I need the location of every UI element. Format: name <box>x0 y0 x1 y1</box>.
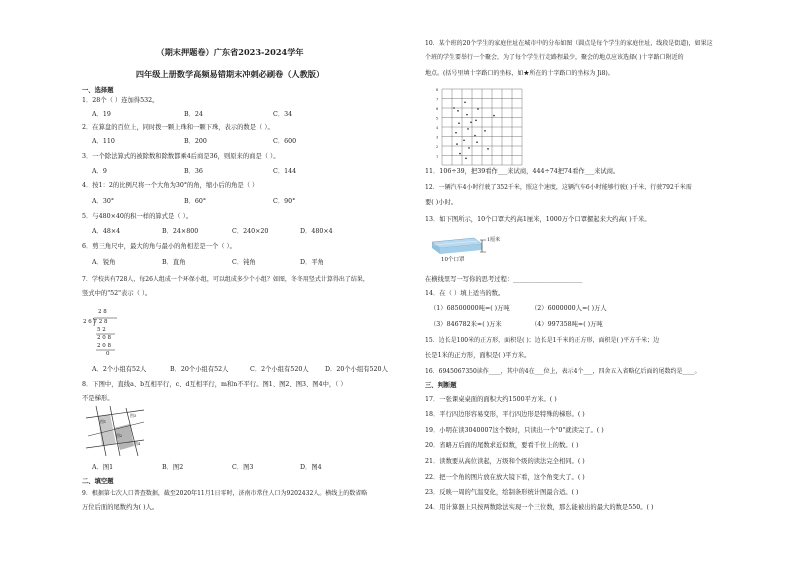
question-24: 24．用计算器上只按两数除法实现一个三位数，那么能被出的最大的数是550。( ) <box>425 504 654 511</box>
student-home-dot <box>476 141 478 143</box>
student-home-dot <box>487 148 489 150</box>
q4-option-c: C．90° <box>273 198 296 205</box>
student-home-dot <box>477 108 479 110</box>
q14-item-1: （1）68500000吨=( )万吨 <box>430 305 510 312</box>
question-5: 5．与480×40的积一样的算式是（ ）。 <box>82 213 193 220</box>
q6-option-b: B．直角 <box>162 259 186 266</box>
student-home-dot <box>465 158 467 160</box>
q7-option-b: B．20个小组有52人 <box>170 366 229 373</box>
student-home-dot <box>474 135 476 137</box>
student-home-dot <box>470 121 472 123</box>
q8-option-d: D．图4 <box>300 464 322 471</box>
question-16: 16．6945067350读作____，其中的4在___位上，表示4个___，四舍五入省略亿后面的尾数约是____。 <box>425 368 701 375</box>
q1-option-b: B．24 <box>184 111 203 118</box>
question-22: 22．把一个角的图片放在放大镜下看，这个角变大了。( ) <box>425 474 585 481</box>
division-step-208a: 2 0 8 <box>97 335 111 341</box>
student-home-dot <box>484 130 486 132</box>
question-20: 20．省略万后面的尾数求近似数，要看千位上的数。( ) <box>425 442 579 449</box>
q5-option-c: C．240×20 <box>232 228 269 235</box>
division-lines <box>85 314 125 364</box>
question-12-line-2: 要( )小时。 <box>425 199 458 206</box>
grid-y-label: 8 <box>436 88 439 92</box>
q4-option-b: B．60° <box>184 198 207 205</box>
q8-option-a: A．图1 <box>92 464 114 471</box>
title-line-2: 四年级上册数学高频易错期末冲刺必刷卷（人教版） <box>135 69 325 79</box>
grid-y-label: 7 <box>436 97 439 102</box>
student-home-dot <box>466 114 468 116</box>
q6-option-a: A．锐角 <box>92 259 116 266</box>
division-step-208b: 2 0 8 <box>97 343 111 349</box>
student-home-dot <box>458 122 460 124</box>
q14-item-2: （2）6000000人=( )万人 <box>531 305 607 312</box>
question-7-line-1: 7．学校共有728人，每26人组成一个环保小组，可以组成多少个小组？如图，冬冬用竖式计算得出了结果， <box>82 276 369 283</box>
question-23: 23．反映一周的气温变化，绘制条形统计图最合适。( ) <box>425 489 579 496</box>
fig-label-2: 图2 <box>116 433 123 438</box>
question-17: 17．一张课桌桌面的面积大约1500平方米。( ) <box>425 396 557 403</box>
division-step-52: 5 2 <box>97 327 106 333</box>
question-10-line-2: 个班的学生要举行一个聚会，为了每个学生行走路程最少，聚会的地点应该选择( )十字路口附近的 <box>425 54 684 61</box>
q1-option-a: A．19 <box>92 111 111 118</box>
q5-option-d: D．480×4 <box>300 228 333 235</box>
grid-y-label: 5 <box>436 116 439 121</box>
question-10-line-1: 10．某个班的20个学生的家庭住址在城市中的分布如图（圆点是每个学生的家庭住址，线段是街道)，如果这 <box>425 40 713 47</box>
mask-count-label: 10个口罩 <box>441 257 465 263</box>
division-dividend: 2 6 7 2 8 <box>83 319 108 325</box>
grid-y-label: 1 <box>436 154 439 159</box>
question-9-line-1: 9．根据第七次人口普查数据，截至2020年11月1日零时，济南市常住人口为9202432人。横线上的数省略 <box>82 490 368 497</box>
section-fill-heading: 二、填空题 <box>82 478 114 485</box>
q7-option-a: A．2个小组有52人 <box>92 366 147 373</box>
division-remainder: 0 <box>106 351 110 357</box>
q1-option-c: C．34 <box>273 111 293 118</box>
q2-option-c: C．600 <box>273 138 297 145</box>
question-8-line-1: 8．下图中，直线a、b互相平行，c、d互相平行，m和n不平行。图1、图2、图3、图4中，（ ） <box>82 381 347 388</box>
q5-option-a: A．48×4 <box>92 228 121 235</box>
question-4: 4．按1：2的比例尺将一个大角为30°的角，缩小后的角是（ ） <box>82 182 259 189</box>
question-15-line-2: 长是1米的正方形，面积是( )平方米。 <box>425 352 531 359</box>
question-12-line-1: 12．一辆汽车4小时行驶了352千米，照这个速度，这辆汽车6小时能够行驶( )千米，行驶792千米需 <box>425 184 692 191</box>
question-2: 2．在算盘的百位上，同时拨一颗上珠和一颗下珠，表示的数是（ ）。 <box>82 124 274 131</box>
grid-y-label: 2 <box>436 145 439 149</box>
q8-option-c: C．图3 <box>232 464 254 471</box>
mask-height-label: 1厘米 <box>487 237 501 243</box>
student-home-dot <box>464 102 466 104</box>
fig-label-4: 图4 <box>134 441 141 446</box>
q5-option-b: B．24×800 <box>162 228 199 235</box>
student-home-dot <box>459 153 461 155</box>
question-7-line-2: 竖式中的"52"表示（ ）。 <box>82 290 152 297</box>
question-13-process: 在横线里写一写你的思考过程：______________________ <box>425 276 583 283</box>
student-home-dot <box>457 110 459 112</box>
section-judge-heading: 三、判断题 <box>425 382 457 389</box>
student-home-dot <box>455 132 457 134</box>
question-8-line-2: 不是梯形。 <box>82 395 114 402</box>
question-13: 13．如下图所示，10个口罩大约高1厘米，1000万个口罩摞起来大约高( )千米。 <box>425 216 651 223</box>
student-home-dot <box>453 107 455 109</box>
q3-option-a: A．9 <box>92 168 107 175</box>
q6-option-c: C．钝角 <box>232 259 256 266</box>
title-line-1: （期末押题卷）广东省2023-2024学年 <box>156 47 304 57</box>
fig-label-3: 图3 <box>130 413 137 418</box>
grid-y-label: 6 <box>436 107 439 111</box>
question-6: 6．剪三角尺中，最大的角与最小的角相差是一个（ ）。 <box>82 243 236 250</box>
student-home-dot <box>463 140 465 142</box>
student-home-dot <box>456 143 458 145</box>
question-3: 3．一个除法算式的被除数和除数都乘4后商是36，则原来的商是（ ）。 <box>82 153 280 160</box>
grid-y-label: 3 <box>436 135 439 140</box>
q6-option-d: D．平角 <box>300 259 324 266</box>
street-grid-map <box>436 87 526 165</box>
student-home-dot <box>468 147 470 149</box>
q3-option-b: B．36 <box>184 168 203 175</box>
q3-option-c: C．144 <box>273 168 297 175</box>
question-15-line-1: 15．边长是100米的正方形，面积是( )；边长是1千米的正方形，面积是( )平方千米；边 <box>425 337 660 344</box>
student-home-dot <box>475 120 477 122</box>
fig-label-1: 图1 <box>100 419 107 424</box>
q4-option-a: A．30° <box>92 198 115 205</box>
question-19: 19．小明在读3040007这个数时，只读出一个"0"就读完了。( ) <box>425 427 604 434</box>
q7-option-c: C．2个小组有520人 <box>250 366 309 373</box>
section-choice-heading: 一、选择题 <box>82 87 114 94</box>
question-9-line-2: 万位后面的尾数约为( )人。 <box>82 504 159 511</box>
question-10-line-3: 地点。(括号里填十字路口的坐标，如★所在的十字路口的坐标为 Ji8)。 <box>425 70 614 77</box>
division-quotient: 2 8 <box>98 309 107 315</box>
question-21: 21．读数要从高位读起，万级和个级的读法完全相同。( ) <box>425 458 585 465</box>
q8-option-b: B．图2 <box>162 464 184 471</box>
question-18: 18．平行四边形容易变形，平行四边形是特殊的梯形。( ) <box>425 411 585 418</box>
student-home-dot <box>493 115 495 117</box>
q7-option-d: D．20个小组有520人 <box>325 366 388 373</box>
student-home-dot <box>467 128 469 130</box>
q14-item-3: （3）846782米≈( )万米 <box>430 321 502 328</box>
q2-option-b: B．200 <box>184 138 207 145</box>
q2-option-a: A．110 <box>92 138 115 145</box>
question-1: 1．28个（ ）连加得532。 <box>82 97 159 104</box>
question-11: 11．106÷39，把39看作___来试商，444÷74把74看作___来试商。 <box>425 168 620 175</box>
q14-item-4: （4）997358吨≈( )万吨 <box>531 321 603 328</box>
question-14: 14．在（ ）填上适当的数。 <box>425 290 505 297</box>
grid-y-label: 4 <box>436 126 439 130</box>
